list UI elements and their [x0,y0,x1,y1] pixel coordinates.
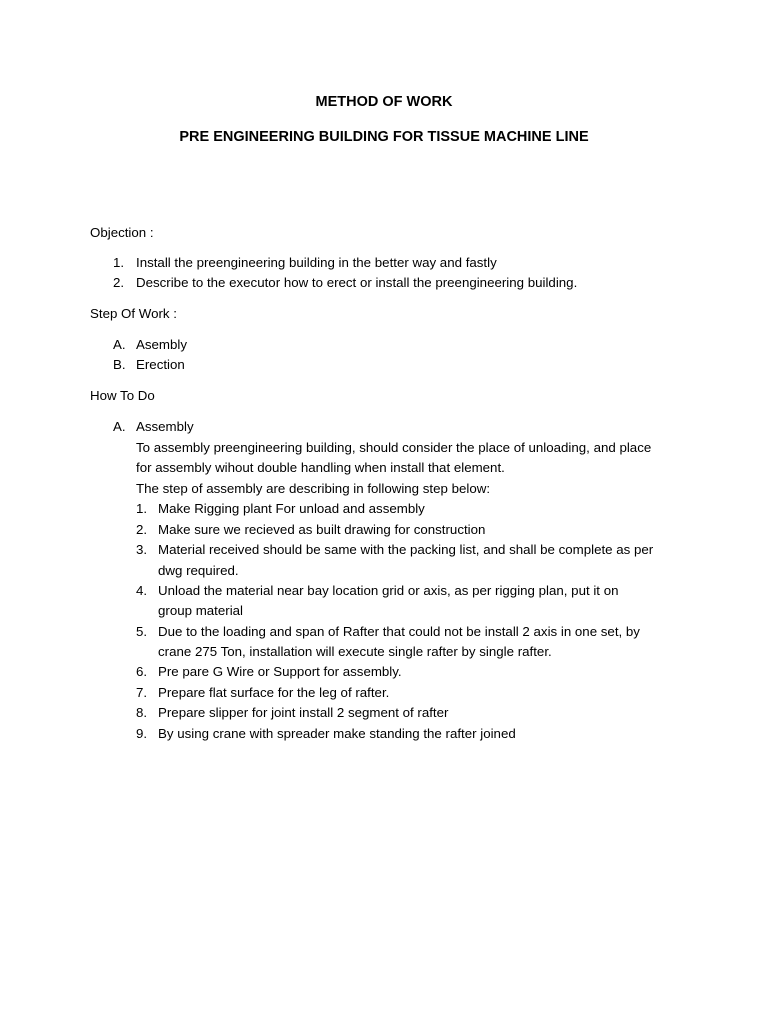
list-marker: A. [113,337,126,352]
step-marker: 7. [136,685,148,700]
step-line: dwg required. [158,563,239,578]
step-marker: 6. [136,664,148,679]
document-subtitle: PRE ENGINEERING BUILDING FOR TISSUE MACHINE LINE [179,129,589,145]
step-of-work-heading: Step Of Work : [90,306,177,321]
list-marker: B. [113,357,126,372]
paragraph-line: The step of assembly are describing in following step below: [136,481,491,496]
step-marker: 9. [136,726,148,741]
list-item: Asembly [136,337,187,352]
step-line: Pre pare G Wire or Support for assembly. [158,664,402,679]
list-item: Erection [136,357,185,372]
how-to-do-heading: How To Do [90,388,155,403]
step-marker: 1. [136,501,148,516]
step-line: Prepare flat surface for the leg of rafter. [158,685,390,700]
step-line: By using crane with spreader make standing the rafter joined [158,726,516,741]
section-marker: A. [113,419,126,434]
document-title: METHOD OF WORK [315,94,453,110]
step-marker: 5. [136,624,148,639]
step-marker: 8. [136,705,148,720]
list-marker: 1. [113,255,125,270]
objection-heading: Objection : [90,225,154,240]
step-line: Due to the loading and span of Rafter that could not be install 2 axis in one set, by [158,624,640,639]
step-line: group material [158,603,243,618]
section-title: Assembly [136,419,194,434]
paragraph-line: for assembly wihout double handling when install that element. [136,460,505,475]
list-marker: 2. [113,275,125,290]
step-line: Material received should be same with the packing list, and shall be complete as per [158,542,654,557]
step-line: Make Rigging plant For unload and assembly [158,501,425,516]
step-line: Make sure we recieved as built drawing for construction [158,522,486,537]
step-marker: 3. [136,542,148,557]
step-line: Unload the material near bay location grid or axis, as per rigging plan, put it on [158,583,619,598]
step-line: crane 275 Ton, installation will execute single rafter by single rafter. [158,644,552,659]
list-item: Describe to the executor how to erect or install the preengineering building. [136,275,578,290]
step-marker: 4. [136,583,148,598]
paragraph-line: To assembly preengineering building, should consider the place of unloading, and place [136,440,652,455]
step-marker: 2. [136,522,148,537]
list-item: Install the preengineering building in the better way and fastly [136,255,497,270]
step-line: Prepare slipper for joint install 2 segment of rafter [158,705,449,720]
